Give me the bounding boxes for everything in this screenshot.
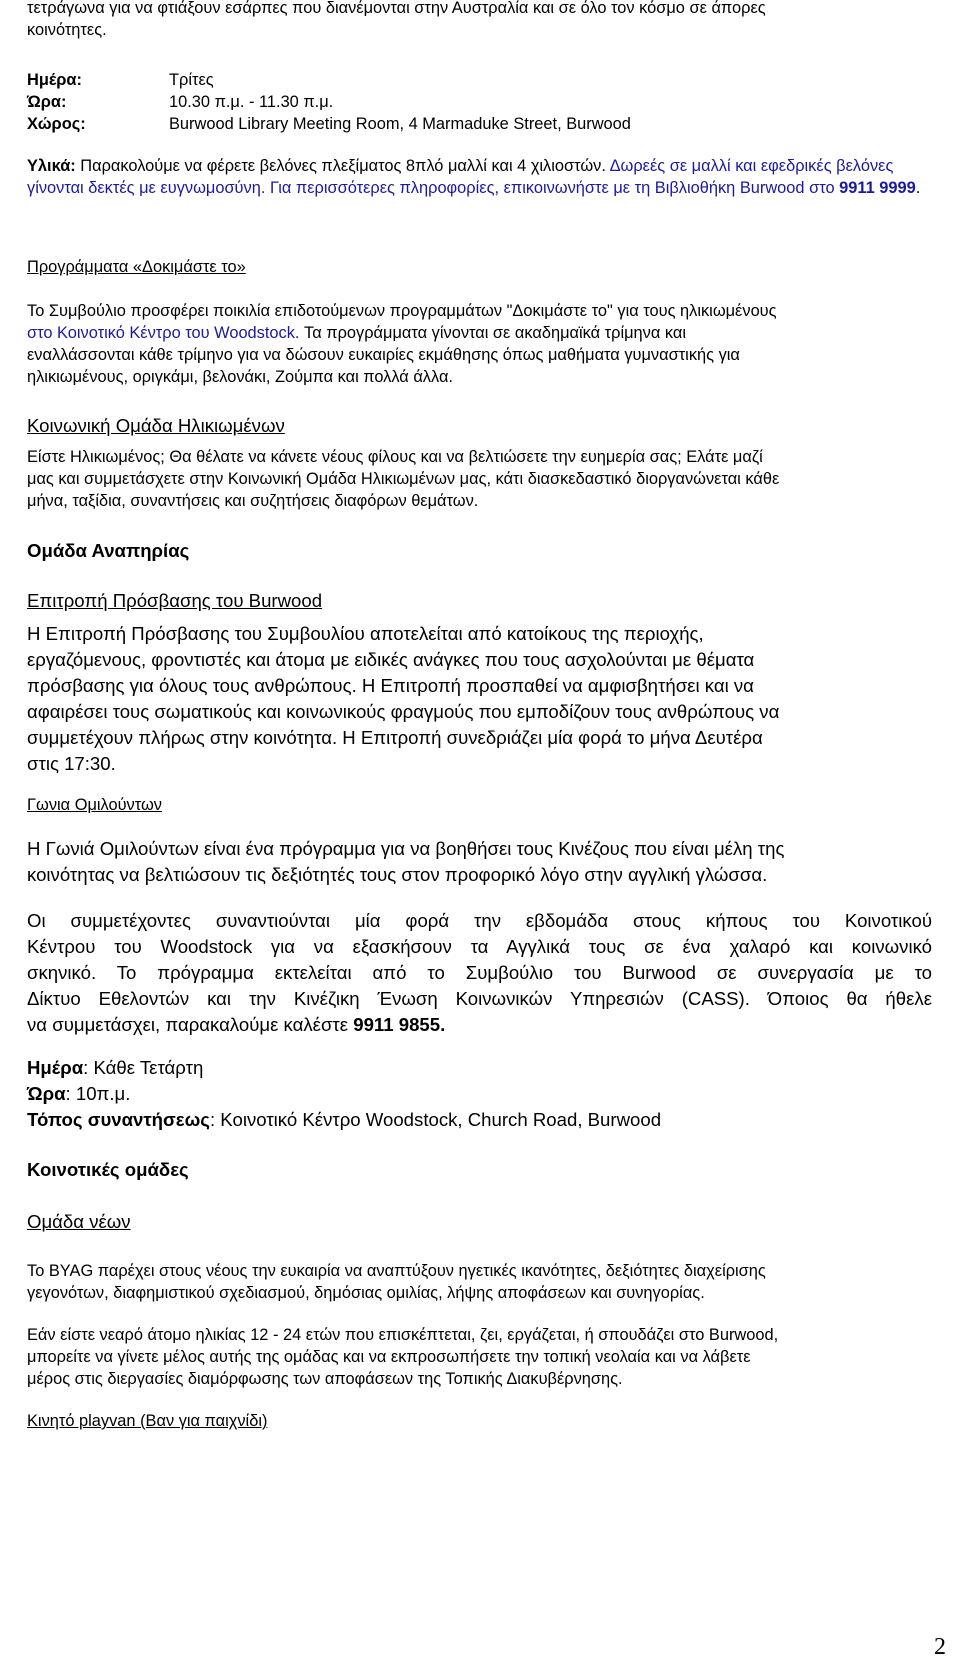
community-heading: Κοινοτικές ομάδες bbox=[27, 1159, 189, 1180]
youth-line: μπορείτε να γίνετε μέλος αυτής της ομάδας και να εκπροσωπήσετε την τοπική νεολαία και να λάβετε bbox=[27, 1348, 751, 1366]
seniors-line: μήνα, ταξίδια, συναντήσεις και συζητήσεις διαφόρων θεμάτων. bbox=[27, 492, 479, 510]
intro-line: κοινότητες. bbox=[27, 21, 107, 39]
try-it-line: εναλλάσσονται κάθε τρίμηνο για να δώσουν ευκαιρίες εκμάθησης όπως μαθήματα γυμναστικής για bbox=[27, 346, 740, 364]
materials-info-text: Δωρεές σε μαλλί και εφεδρικές βελόνες γίνονται δεκτές με ευγνωμοσύνη. Για περισσότερες πληροφορίες, επικοινωνήστε με τη Βιβλιοθήκη Burwood στο bbox=[27, 157, 894, 197]
intro-line: τετράγωνα για να φτιάξουν εσάρπες που διανέμονται στην Αυστραλία και σε όλο τον κόσμο σε άπορες bbox=[27, 0, 766, 17]
time-label: Ώρα: bbox=[27, 93, 67, 111]
disability-heading: Ομάδα Αναπηρίας bbox=[27, 540, 190, 561]
youth-line: γεγονότων, διαφημιστικού σχεδιασμού, δημόσιας ομιλίας, λήψης αποφάσεων και συνηγορίας. bbox=[27, 1284, 705, 1302]
access-line: πρόσβασης για όλους τους ανθρώπους. Η Επιτροπή προσπαθεί να αμφισβητήσει και να bbox=[27, 675, 754, 696]
access-line: αφαιρέσει τους σωματικούς και κοινωνικούς φραγμούς που εμποδίζουν τους ανθρώπους να bbox=[27, 701, 780, 722]
speakers-phone: 9911 9855. bbox=[353, 1014, 446, 1035]
place-label: Τόπος συναντήσεως bbox=[27, 1109, 210, 1130]
youth-line: Το BYAG παρέχει στους νέους την ευκαιρία να αναπτύξουν ηγετικές ικανότητες, δεξιότητες διαχείρισης bbox=[27, 1262, 766, 1280]
library-phone: 9911 9999 bbox=[839, 179, 916, 197]
access-line: συμμετέχουν πλήρως στην κοινότητα. Η Επιτροπή συνεδριάζει μία φορά το μήνα Δευτέρα bbox=[27, 727, 763, 748]
speakers-line: κοινότητας να βελτιώσουν τις δεξιότητές τους στον προφορικό λόγο στην αγγλική γλώσσα. bbox=[27, 864, 768, 885]
time-value: : 10π.μ. bbox=[65, 1083, 131, 1104]
access-heading: Επιτροπή Πρόσβασης του Burwood bbox=[27, 590, 323, 611]
place-label: Χώρος: bbox=[27, 115, 86, 133]
try-it-line: ηλικιωμένους, οριγκάμι, βελονάκι, Ζούμπα και πολλά άλλα. bbox=[27, 368, 453, 386]
try-it-line: Το Συμβούλιο προσφέρει ποικιλία επιδοτούμενων προγραμμάτων "Δοκιμάστε το" για τους ηλικιωμένους bbox=[27, 302, 777, 320]
try-it-heading: Προγράμματα «Δοκιμάστε το» bbox=[27, 258, 246, 276]
materials-text: Παρακολούμε να φέρετε βελόνες πλεξίματος 8πλό μαλλί και 4 χιλιοστών. bbox=[75, 157, 606, 175]
seniors-paragraph bbox=[27, 446, 932, 512]
day-label: Ημέρα: bbox=[27, 71, 82, 89]
materials-end: . bbox=[915, 179, 921, 197]
access-paragraph bbox=[27, 621, 932, 777]
youth-line: μέρος στις διεργασίες διαμόρφωσης των αποφάσεων της Τοπικής Διακυβέρνησης. bbox=[27, 1370, 623, 1388]
speakers-line: να συμμετάσχει, παρακαλούμε καλέστε bbox=[27, 1014, 354, 1035]
seniors-heading: Κοινωνική Ομάδα Ηλικιωμένων bbox=[27, 415, 285, 436]
intro-paragraph bbox=[27, 0, 932, 41]
day-label: Ημέρα bbox=[27, 1057, 84, 1078]
seniors-line: Είστε Ηλικιωμένος; Θα θέλατε να κάνετε νέους φίλους και να βελτιώσετε την ευημερία σας; Ελάτε μαζί bbox=[27, 448, 763, 466]
speakers-line: Κέντρου του Woodstock για να εξασκήσουν τα Αγγλικά τους σε ένα χαλαρό και κοινωνικό bbox=[27, 936, 932, 957]
speakers-line: Η Γωνιά Ομιλούντων είναι ένα πρόγραμμα για να βοηθήσει τους Κινέζους που είναι μέλη της bbox=[27, 838, 785, 859]
speakers-line: σκηνικό. Το πρόγραμμα εκτελείται από το Συμβούλιο του Burwood σε συνεργασία με το bbox=[27, 962, 932, 983]
access-line: στις 17:30. bbox=[27, 753, 116, 774]
place-value: Burwood Library Meeting Room, 4 Marmaduke Street, Burwood bbox=[169, 115, 631, 133]
speakers-paragraph-1 bbox=[27, 836, 932, 888]
day-value: Τρίτες bbox=[169, 71, 214, 89]
youth-line: Εάν είστε νεαρό άτομο ηλικίας 12 - 24 ετών που επισκέπτεται, ζει, εργάζεται, ή σπουδάζει στο Burwood, bbox=[27, 1326, 779, 1344]
youth-paragraph-2 bbox=[27, 1324, 932, 1390]
page-number: 2 bbox=[934, 1634, 946, 1660]
access-line: εργαζόμενους, φροντιστές και άτομα με ειδικές ανάγκες που τους ασχολούνται με θέματα bbox=[27, 649, 755, 670]
place-value: : Κοινοτικό Κέντρο Woodstock, Church Road, Burwood bbox=[209, 1109, 662, 1130]
knitting-details bbox=[27, 69, 932, 135]
time-value: 10.30 π.μ. - 11.30 π.μ. bbox=[169, 93, 334, 111]
try-it-location: στο Κοινοτικό Κέντρο του Woodstock. bbox=[27, 324, 300, 342]
speakers-heading: Γωνια Ομιλούντων bbox=[27, 796, 162, 814]
seniors-line: μας και συμμετάσχετε στην Κοινωνική Ομάδα Ηλικιωμένων μας, κάτι διασκεδαστικό διοργανώνεται κάθε bbox=[27, 470, 780, 488]
day-value: : Κάθε Τετάρτη bbox=[83, 1057, 204, 1078]
try-it-paragraph bbox=[27, 300, 932, 388]
materials-label: Υλικά: bbox=[27, 157, 76, 175]
speakers-paragraph-2 bbox=[27, 908, 932, 1038]
speakers-details bbox=[27, 1055, 932, 1133]
time-label: Ώρα bbox=[27, 1083, 66, 1104]
materials-paragraph bbox=[27, 155, 932, 199]
speakers-line: Δίκτυο Εθελοντών και την Κινέζικη Ένωση Κοινωνικών Υπηρεσιών (CASS). Όποιος θα ήθελε bbox=[27, 988, 932, 1009]
speakers-line: Οι συμμετέχοντες συναντιούνται μία φορά την εβδομάδα στους κήπους του Κοινοτικού bbox=[27, 910, 932, 931]
access-line: Η Επιτροπή Πρόσβασης του Συμβουλίου αποτελείται από κατοίκους της περιοχής, bbox=[27, 623, 704, 644]
playvan-heading: Κινητό playvan (Βαν για παιχνίδι) bbox=[27, 1412, 268, 1430]
youth-paragraph-1 bbox=[27, 1260, 932, 1304]
youth-heading: Ομάδα νέων bbox=[27, 1211, 131, 1232]
try-it-line: Τα προγράμματα γίνονται σε ακαδημαϊκά τρίμηνα και bbox=[299, 324, 687, 342]
